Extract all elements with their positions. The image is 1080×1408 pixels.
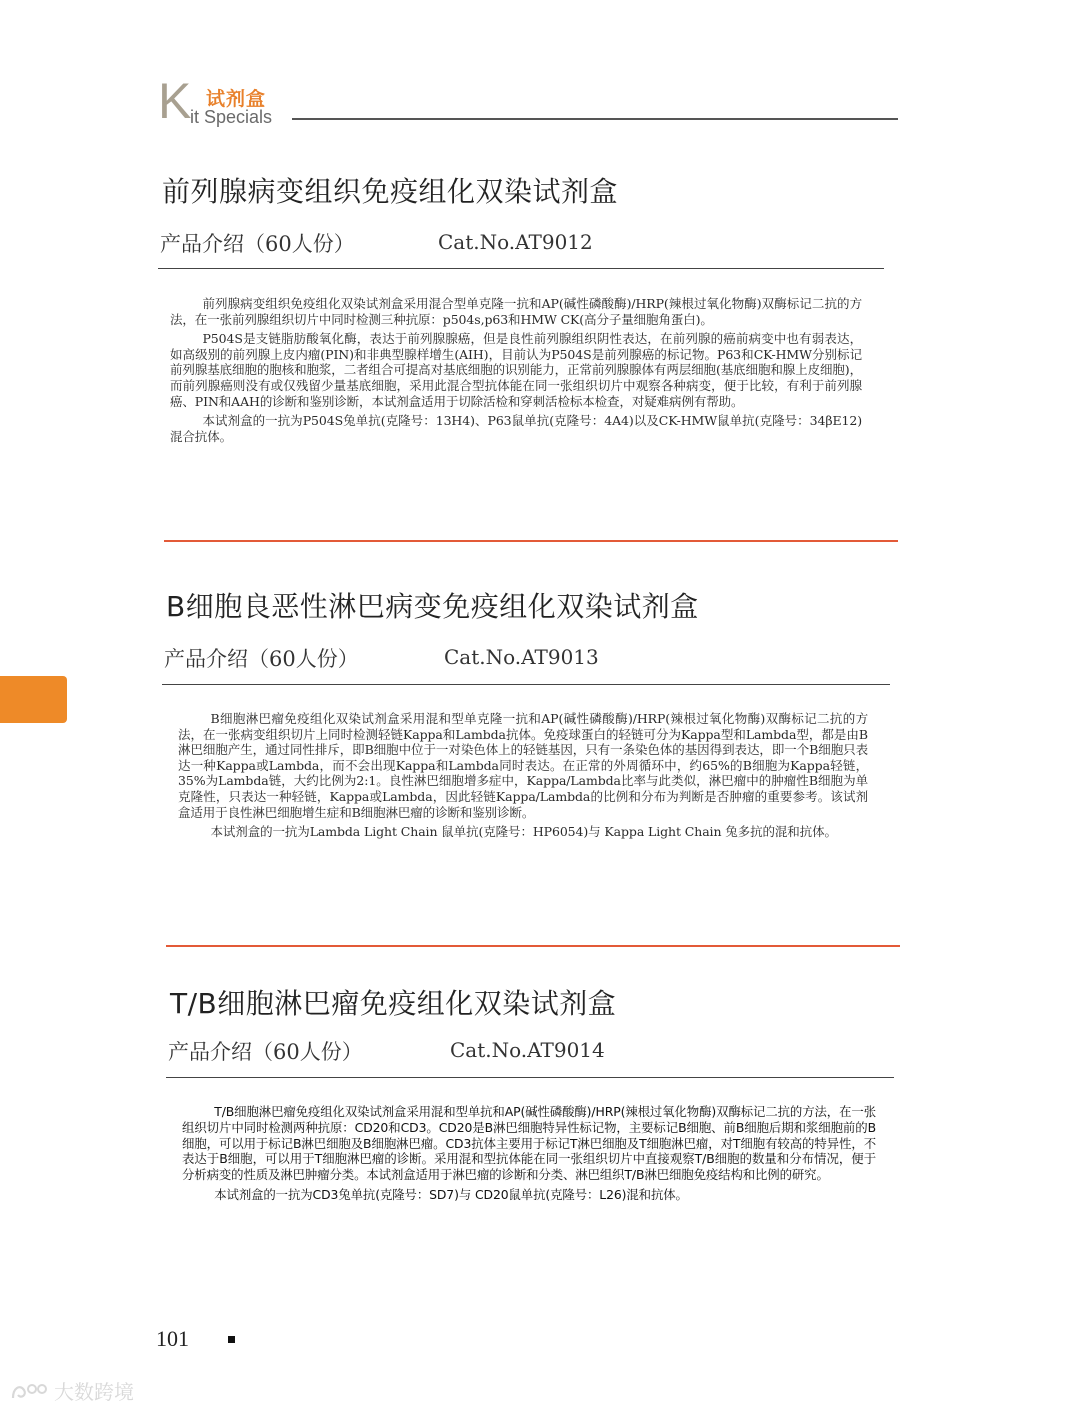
side-tab-marker xyxy=(0,676,67,723)
page-marker-square xyxy=(228,1336,235,1343)
watermark xyxy=(10,1376,134,1405)
section-body xyxy=(170,296,862,448)
section-body xyxy=(182,1104,876,1207)
header-divider xyxy=(292,118,898,120)
logo-letter: K xyxy=(158,73,192,129)
body-paragraph: 本试剂盒的一抗为Lambda Light Chain 鼠单抗(克隆号：HP6054)与 Kappa Light Chain 兔多抗的混和抗体。 xyxy=(210,824,837,840)
section-subtitle: 产品介绍（60人份） xyxy=(160,232,355,256)
catalog-number: Cat.No.AT9013 xyxy=(444,645,599,669)
watermark-logo-icon xyxy=(10,1380,50,1402)
logo-english-title: it Specials xyxy=(190,107,273,127)
watermark-text: 大数跨境 xyxy=(54,1380,134,1404)
section-title: 前列腺病变组织免疫组化双染试剂盒 xyxy=(162,175,619,208)
body-paragraph: P504S是支链脂肪酸氧化酶，表达于前列腺腺癌，但是良性前列腺组织阴性表达，在前列腺的癌前病变中也有弱表达，如高级别的前列腺上皮内瘤(PIN)和非典型腺样增生(AIH)，目前认为P504S是前列腺癌的标记物。P63和CK-HMW分别标记前列腺基底细胞的胞核和胞浆，二者组合可提高对基底细胞的识别能力，正常前列腺腺体有两层细胞(基底细胞和腺上皮细胞)，而前列腺癌则没有或仅残留少量基底细胞，采用此混合型抗体能在同一张组织切片中观察各种病变，便于比较，有利于前列腺癌、PIN和AAH的诊断和鉴别诊断，本试剂盒适用于切除活检和穿刺活检标本检查，对疑难病例有帮助。 xyxy=(170,331,862,409)
section-body xyxy=(178,711,868,844)
section-separator xyxy=(166,945,900,947)
page-number: 101 xyxy=(156,1326,189,1351)
catalog-number: Cat.No.AT9014 xyxy=(450,1038,605,1062)
section-title: T/B细胞淋巴瘤免疫组化双染试剂盒 xyxy=(170,987,617,1020)
body-paragraph: 前列腺病变组织免疫组化双染试剂盒采用混合型单克隆一抗和AP(碱性磷酸酶)/HRP(辣根过氧化物酶)双酶标记二抗的方法，在一张前列腺组织切片中同时检测三种抗原：p504s,p63和HMW CK(高分子量细胞角蛋白)。 xyxy=(170,296,862,327)
section-divider xyxy=(162,684,890,685)
body-paragraph: B细胞淋巴瘤免疫组化双染试剂盒采用混和型单克隆一抗和AP(碱性磷酸酶)/HRP(辣根过氧化物酶)双酶标记二抗的方法，在一张病变组织切片上同时检测轻链Kappa和Lambda抗体。免疫球蛋白的轻链可分为Kappa型和Lambda型，都是由B淋巴细胞产生，通过同性排斥，即B细胞中位于一对染色体上的轻链基因，只有一条染色体的基因得到表达，即一个B细胞只表达一种Kappa或Lambda，而不会出现Kappa和Lambda同时表达。在正常的外周循环中，约65%的B细胞为Kappa轻链，35%为Lambda链，大约比例为2:1。良性淋巴细胞增多症中，Kappa/Lambda比率与此类似，淋巴瘤中的肿瘤性B细胞为单克隆性，只表达一种轻链，Kappa或Lambda，因此轻链Kappa/Lambda的比例和分布为判断是否肿瘤的重要参考。该试剂盒适用于良性淋巴细胞增生症和B细胞淋巴瘤的诊断和鉴别诊断。 xyxy=(178,711,868,820)
section-subtitle: 产品介绍（60人份） xyxy=(164,647,359,671)
body-paragraph: 本试剂盒的一抗为CD3兔单抗(克隆号：SD7)与 CD20鼠单抗(克隆号：L26)混和抗体。 xyxy=(214,1186,688,1202)
body-paragraph: 本试剂盒的一抗为P504S兔单抗(克隆号：13H4)、P63鼠单抗(克隆号：4A4)以及CK-HMW鼠单抗(克隆号：34βE12)混合抗体。 xyxy=(170,413,862,444)
section-separator xyxy=(164,540,898,542)
section-subtitle: 产品介绍（60人份） xyxy=(168,1040,363,1064)
body-paragraph: T/B细胞淋巴瘤免疫组化双染试剂盒采用混和型单抗和AP(碱性磷酸酶)/HRP(辣根过氧化物酶)双酶标记二抗的方法，在一张组织切片中同时检测两种抗原：CD20和CD3。CD20是B淋巴细胞特异性标记物，主要标记B细胞、前B细胞后期和浆细胞前的B细胞，可以用于标记B淋巴细胞及B细胞淋巴瘤。CD3抗体主要用于标记T淋巴细胞及T细胞淋巴瘤，对T细胞有较高的特异性，不表达于B细胞，可以用于T细胞淋巴瘤的诊断。采用混和型抗体能在同一张组织切片中直接观察T/B细胞的数量和分布情况，便于分析病变的性质及淋巴肿瘤分类。本试剂盒适用于淋巴瘤的诊断和分类、淋巴组织T/B淋巴细胞免疫结构和比例的研究。 xyxy=(182,1104,876,1183)
section-divider xyxy=(166,1077,894,1078)
logo-chinese-title: 试剂盒 xyxy=(206,88,267,110)
section-divider xyxy=(158,268,884,269)
kit-specials-logo xyxy=(158,73,308,129)
section-title: B细胞良恶性淋巴病变免疫组化双染试剂盒 xyxy=(166,590,699,623)
catalog-number: Cat.No.AT9012 xyxy=(438,230,593,254)
